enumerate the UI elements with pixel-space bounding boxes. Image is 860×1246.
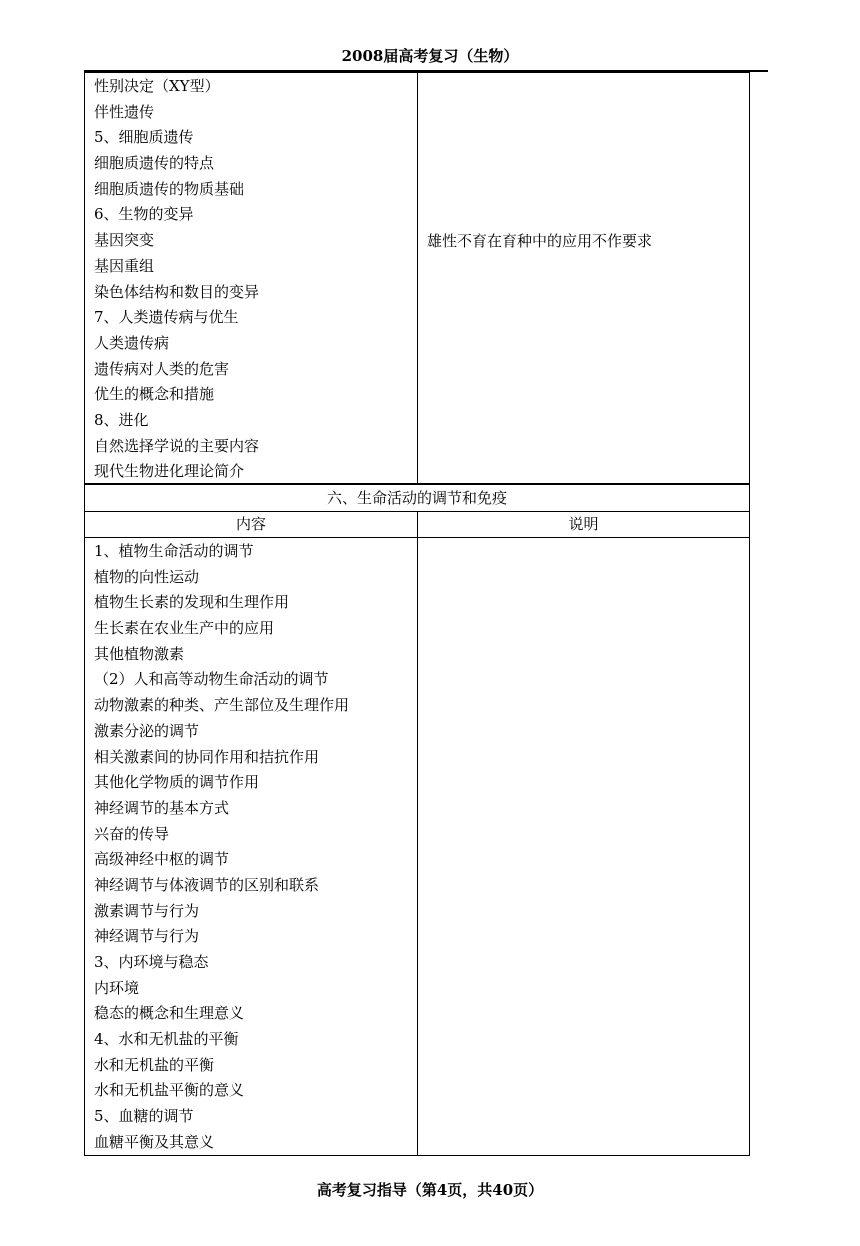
content-line: 1、植物生命活动的调节 [94,542,254,560]
content-line: 现代生物进化理论简介 [94,462,245,481]
content-line: 染色体结构和数目的变异 [94,282,260,301]
note-text: 雄性不育在育种中的应用不作要求 [427,232,653,250]
content-line: 基因突变 [94,231,155,250]
content-line: 水和无机盐的平衡 [94,1055,215,1074]
content-line: 神经调节的基本方式 [94,798,230,817]
page-footer: 高考复习指导（第4页，共40页） [316,1181,544,1199]
content-lines [85,538,417,1156]
syllabus-table-continued [84,72,750,484]
content-line: 遗传病对人类的危害 [94,359,230,378]
content-line: 激素调节与行为 [94,901,200,920]
content-line: 神经调节与体液调节的区别和联系 [94,875,320,894]
content-line: 细胞质遗传的特点 [94,154,215,173]
content-line: 生长素在农业生产中的应用 [94,619,275,638]
column-header-notes: 说明 [568,515,599,533]
content-lines [85,73,417,485]
notes-column [418,538,749,1155]
content-line: （2）人和高等动物生命活动的调节 [94,670,329,689]
table-body [85,538,749,1155]
content-line: 激素分泌的调节 [94,721,200,740]
content-line: 人类遗传病 [94,333,170,352]
content-line: 兴奋的传导 [94,824,170,843]
content-line: 伴性遗传 [94,102,155,121]
content-line: 其他植物激素 [94,644,185,663]
content-line: 其他化学物质的调节作用 [94,773,260,792]
content-line: 植物的向性运动 [94,567,200,586]
content-line: 相关激素间的协同作用和拮抗作用 [94,747,320,766]
syllabus-table-regulation [84,484,750,1156]
content-line: 内环境 [94,978,140,997]
content-column [85,538,418,1155]
content-line: 5、细胞质遗传 [94,128,194,147]
content-line: 自然选择学说的主要内容 [94,436,260,455]
content-line: 血糖平衡及其意义 [94,1132,215,1151]
content-line: 基因重组 [94,256,155,275]
section-title: 六、生命活动的调节和免疫 [85,485,749,512]
content-line: 细胞质遗传的物质基础 [94,179,245,198]
content-line: 8、进化 [94,410,149,429]
content-line: 动物激素的种类、产生部位及生理作用 [94,696,350,715]
content-line: 5、血糖的调节 [94,1107,194,1126]
content-line: 稳态的概念和生理意义 [94,1004,245,1023]
content-column [85,73,418,483]
page-header: 2008届高考复习（生物） [341,47,519,65]
content-line: 7、人类遗传病与优生 [94,308,239,327]
content-line: 4、水和无机盐的平衡 [94,1030,239,1049]
content-line: 水和无机盐平衡的意义 [94,1081,245,1100]
notes-column [418,73,749,483]
content-line: 优生的概念和措施 [94,385,215,404]
content-line: 3、内环境与稳态 [94,953,209,971]
content-line: 植物生长素的发现和生理作用 [94,593,290,612]
column-header-row [85,511,749,538]
content-line: 神经调节与行为 [94,927,200,946]
content-line: 6、生物的变异 [94,205,194,224]
content-line: 高级神经中枢的调节 [94,850,230,869]
content-line: 性别决定（XY型） [94,77,220,95]
column-header-content: 内容 [85,511,418,537]
